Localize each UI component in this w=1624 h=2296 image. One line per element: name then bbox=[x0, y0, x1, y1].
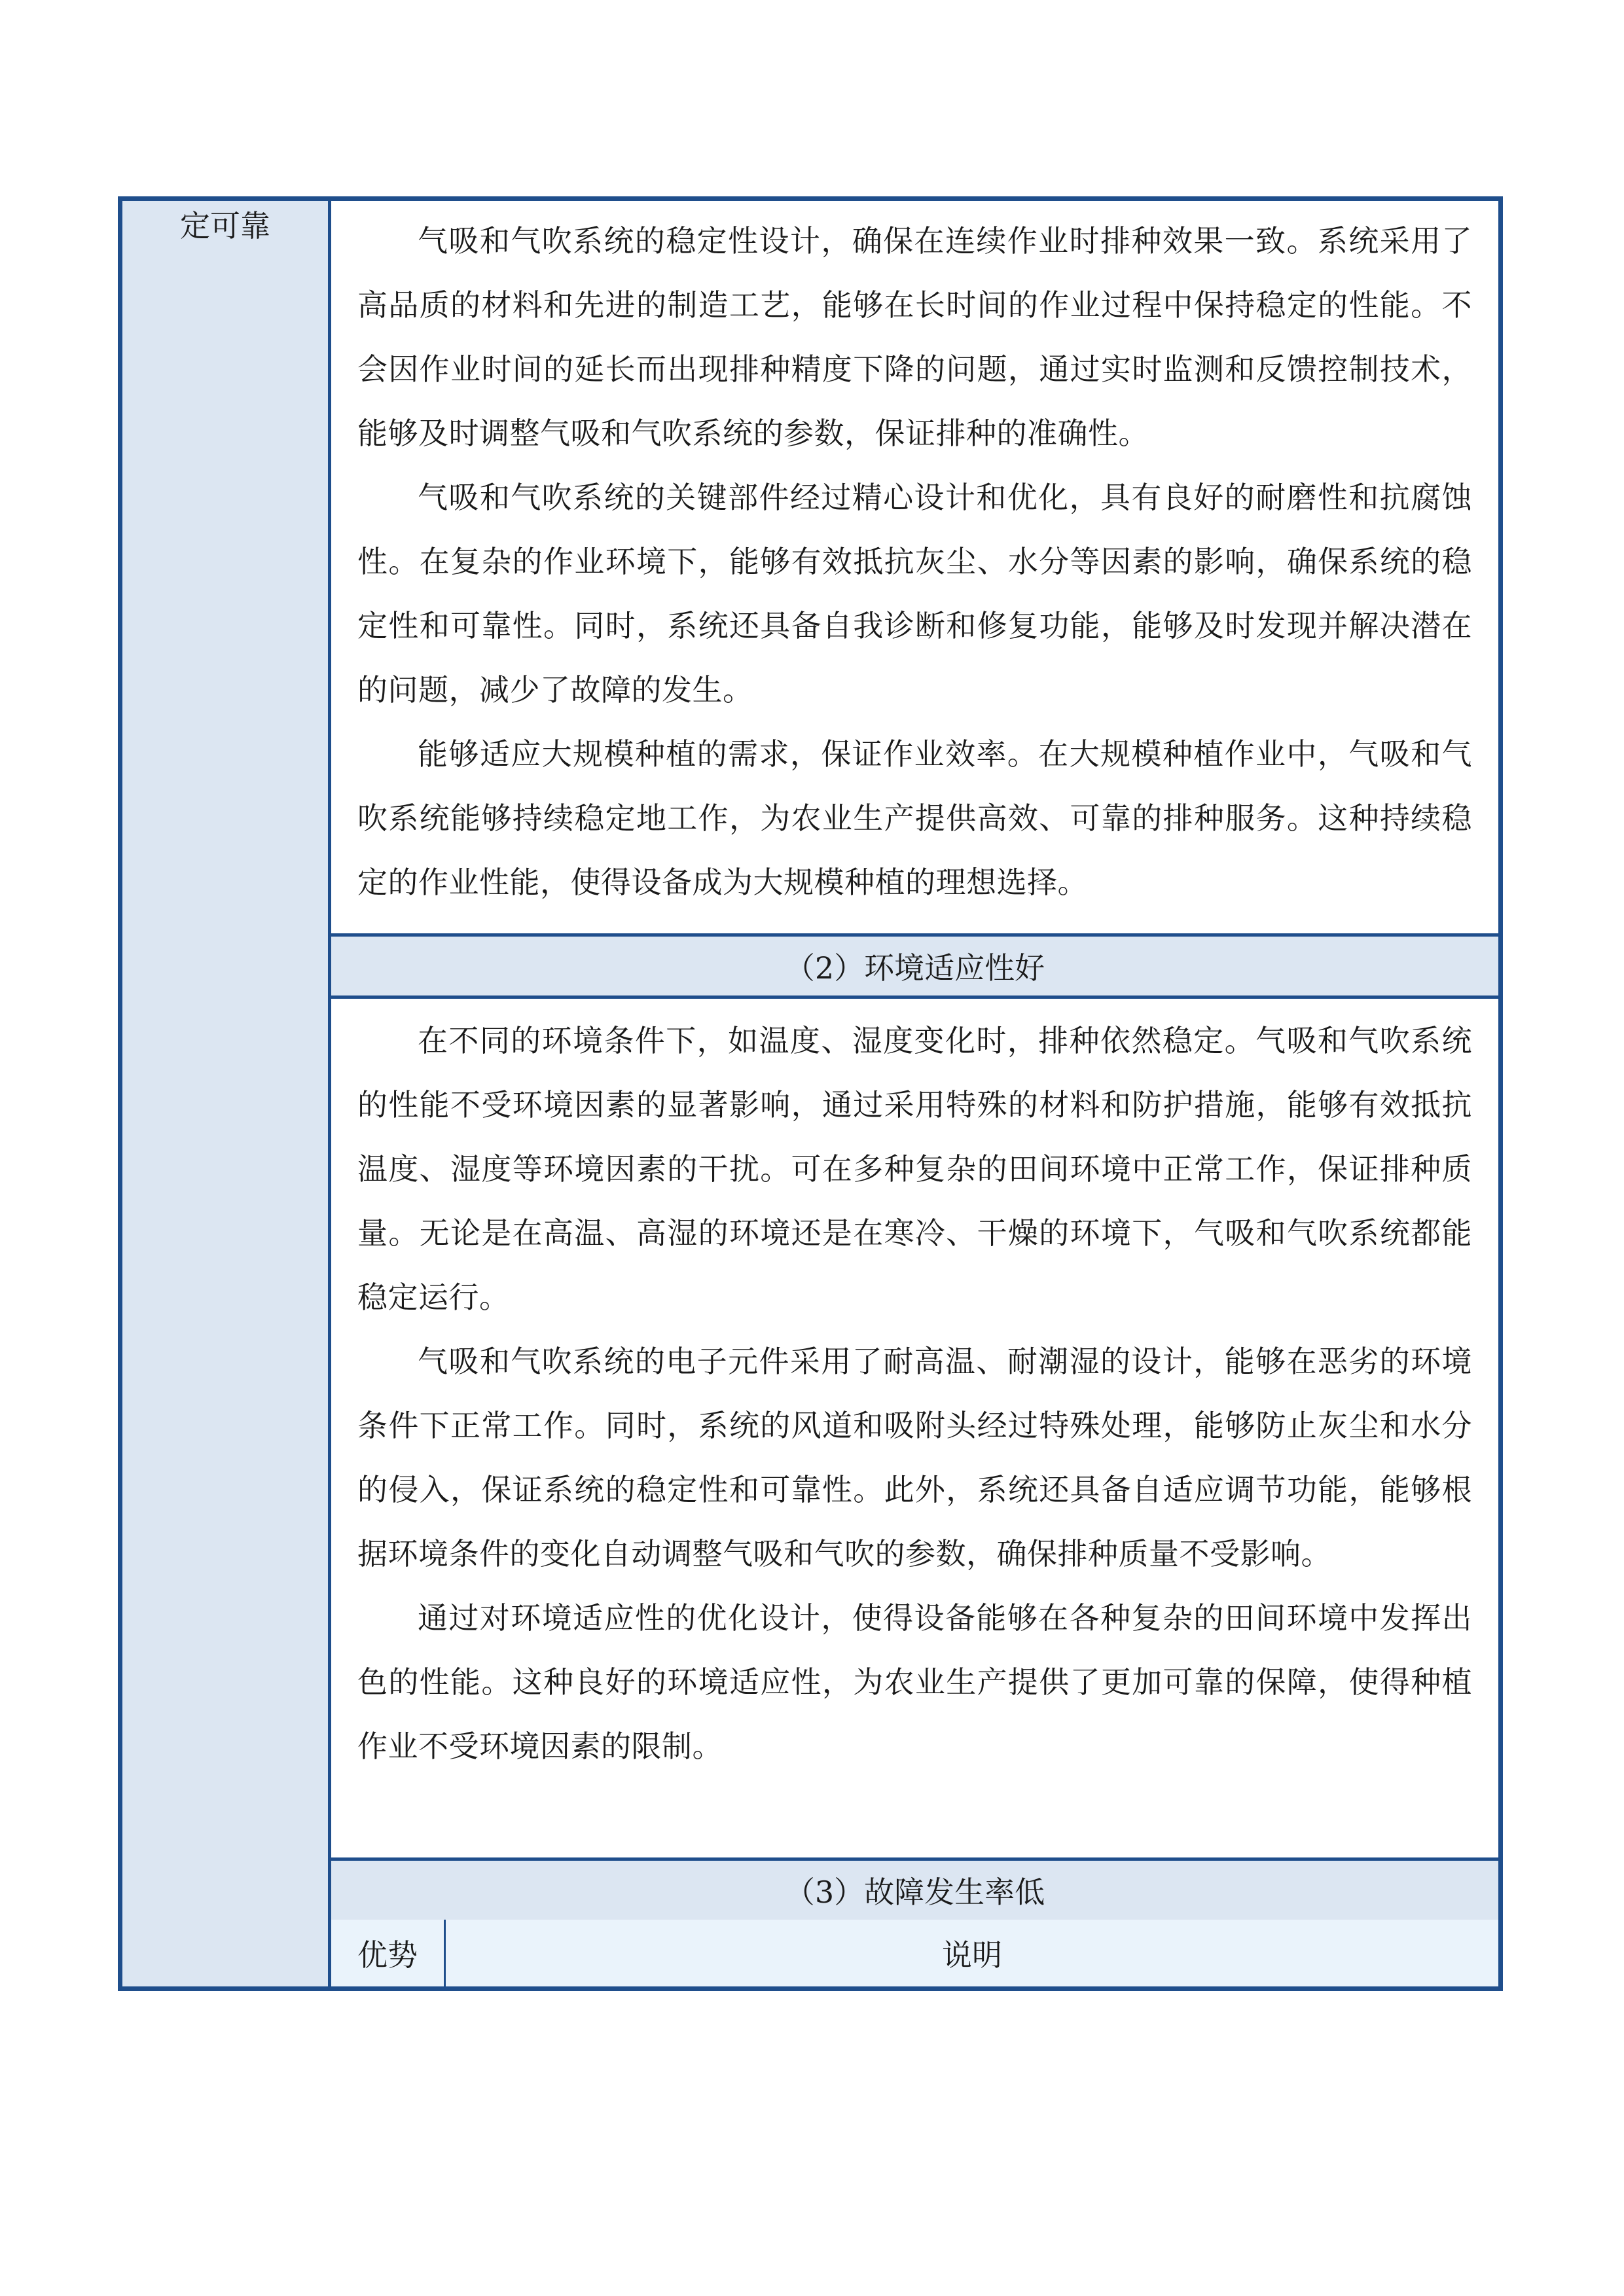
section1-body bbox=[331, 209, 1498, 914]
section2-paragraph-3: 通过对环境适应性的优化设计，使得设备能够在各种复杂的田间环境中发挥出色的性能。这种良好的环境适应性，为农业生产提供了更加可靠的保障，使得种植作业不受环境因素的限制。 bbox=[357, 1600, 1472, 1764]
section1-paragraph-2: 气吸和气吹系统的关键部件经过精心设计和优化，具有良好的耐磨性和抗腐蚀性。在复杂的作业环境下，能够有效抵抗灰尘、水分等因素的影响，确保系统的稳定性和可靠性。同时，系统还具备自我诊断和修复功能，能够及时发现并解决潜在的问题，减少了故障的发生。 bbox=[357, 480, 1472, 708]
section2-header bbox=[331, 933, 1498, 999]
section2-paragraph-1: 在不同的环境条件下，如温度、湿度变化时，排种依然稳定。气吸和气吹系统的性能不受环境因素的显著影响，通过采用特殊的材料和防护措施，能够有效抵抗温度、湿度等环境因素的干扰。可在多种复杂的田间环境中正常工作，保证排种质量。无论是在高温、高湿的环境还是在寒冷、干燥的环境下，气吸和气吹系统都能稳定运行。 bbox=[357, 1023, 1472, 1315]
section3-header bbox=[331, 1857, 1498, 1923]
section2-header-text: （2）环境适应性好 bbox=[784, 950, 1045, 986]
table-col-description-header: 说明 bbox=[942, 1937, 1002, 1973]
section1-paragraph-3: 能够适应大规模种植的需求，保证作业效率。在大规模种植作业中，气吸和气吹系统能够持续稳定地工作，为农业生产提供高效、可靠的排种服务。这种持续稳定的作业性能，使得设备成为大规模种植的理想选择。 bbox=[357, 736, 1472, 900]
left-column bbox=[122, 201, 331, 1986]
content-column bbox=[331, 201, 1498, 1986]
section2-paragraph-2: 气吸和气吹系统的电子元件采用了耐高温、耐潮湿的设计，能够在恶劣的环境条件下正常工作。同时，系统的风道和吸附头经过特殊处理，能够防止灰尘和水分的侵入，保证系统的稳定性和可靠性。此外，系统还具备自适应调节功能，能够根据环境条件的变化自动调整气吸和气吹的参数，确保排种质量不受影响。 bbox=[357, 1344, 1472, 1571]
section3-header-text: （3）故障发生率低 bbox=[784, 1874, 1045, 1910]
section3-table-header-row bbox=[331, 1920, 1498, 1986]
table-col-advantage-header: 优势 bbox=[331, 1920, 446, 1986]
content-table bbox=[118, 196, 1503, 1991]
section1-paragraph-1: 气吸和气吹系统的稳定性设计，确保在连续作业时排种效果一致。系统采用了高品质的材料和先进的制造工艺，能够在长时间的作业过程中保持稳定的性能。不会因作业时间的延长而出现排种精度下降的问题，通过实时监测和反馈控制技术，能够及时调整气吸和气吹系统的参数，保证排种的准确性。 bbox=[357, 223, 1472, 451]
section2-body bbox=[331, 1009, 1498, 1778]
left-column-label: 定可靠 bbox=[180, 208, 270, 243]
